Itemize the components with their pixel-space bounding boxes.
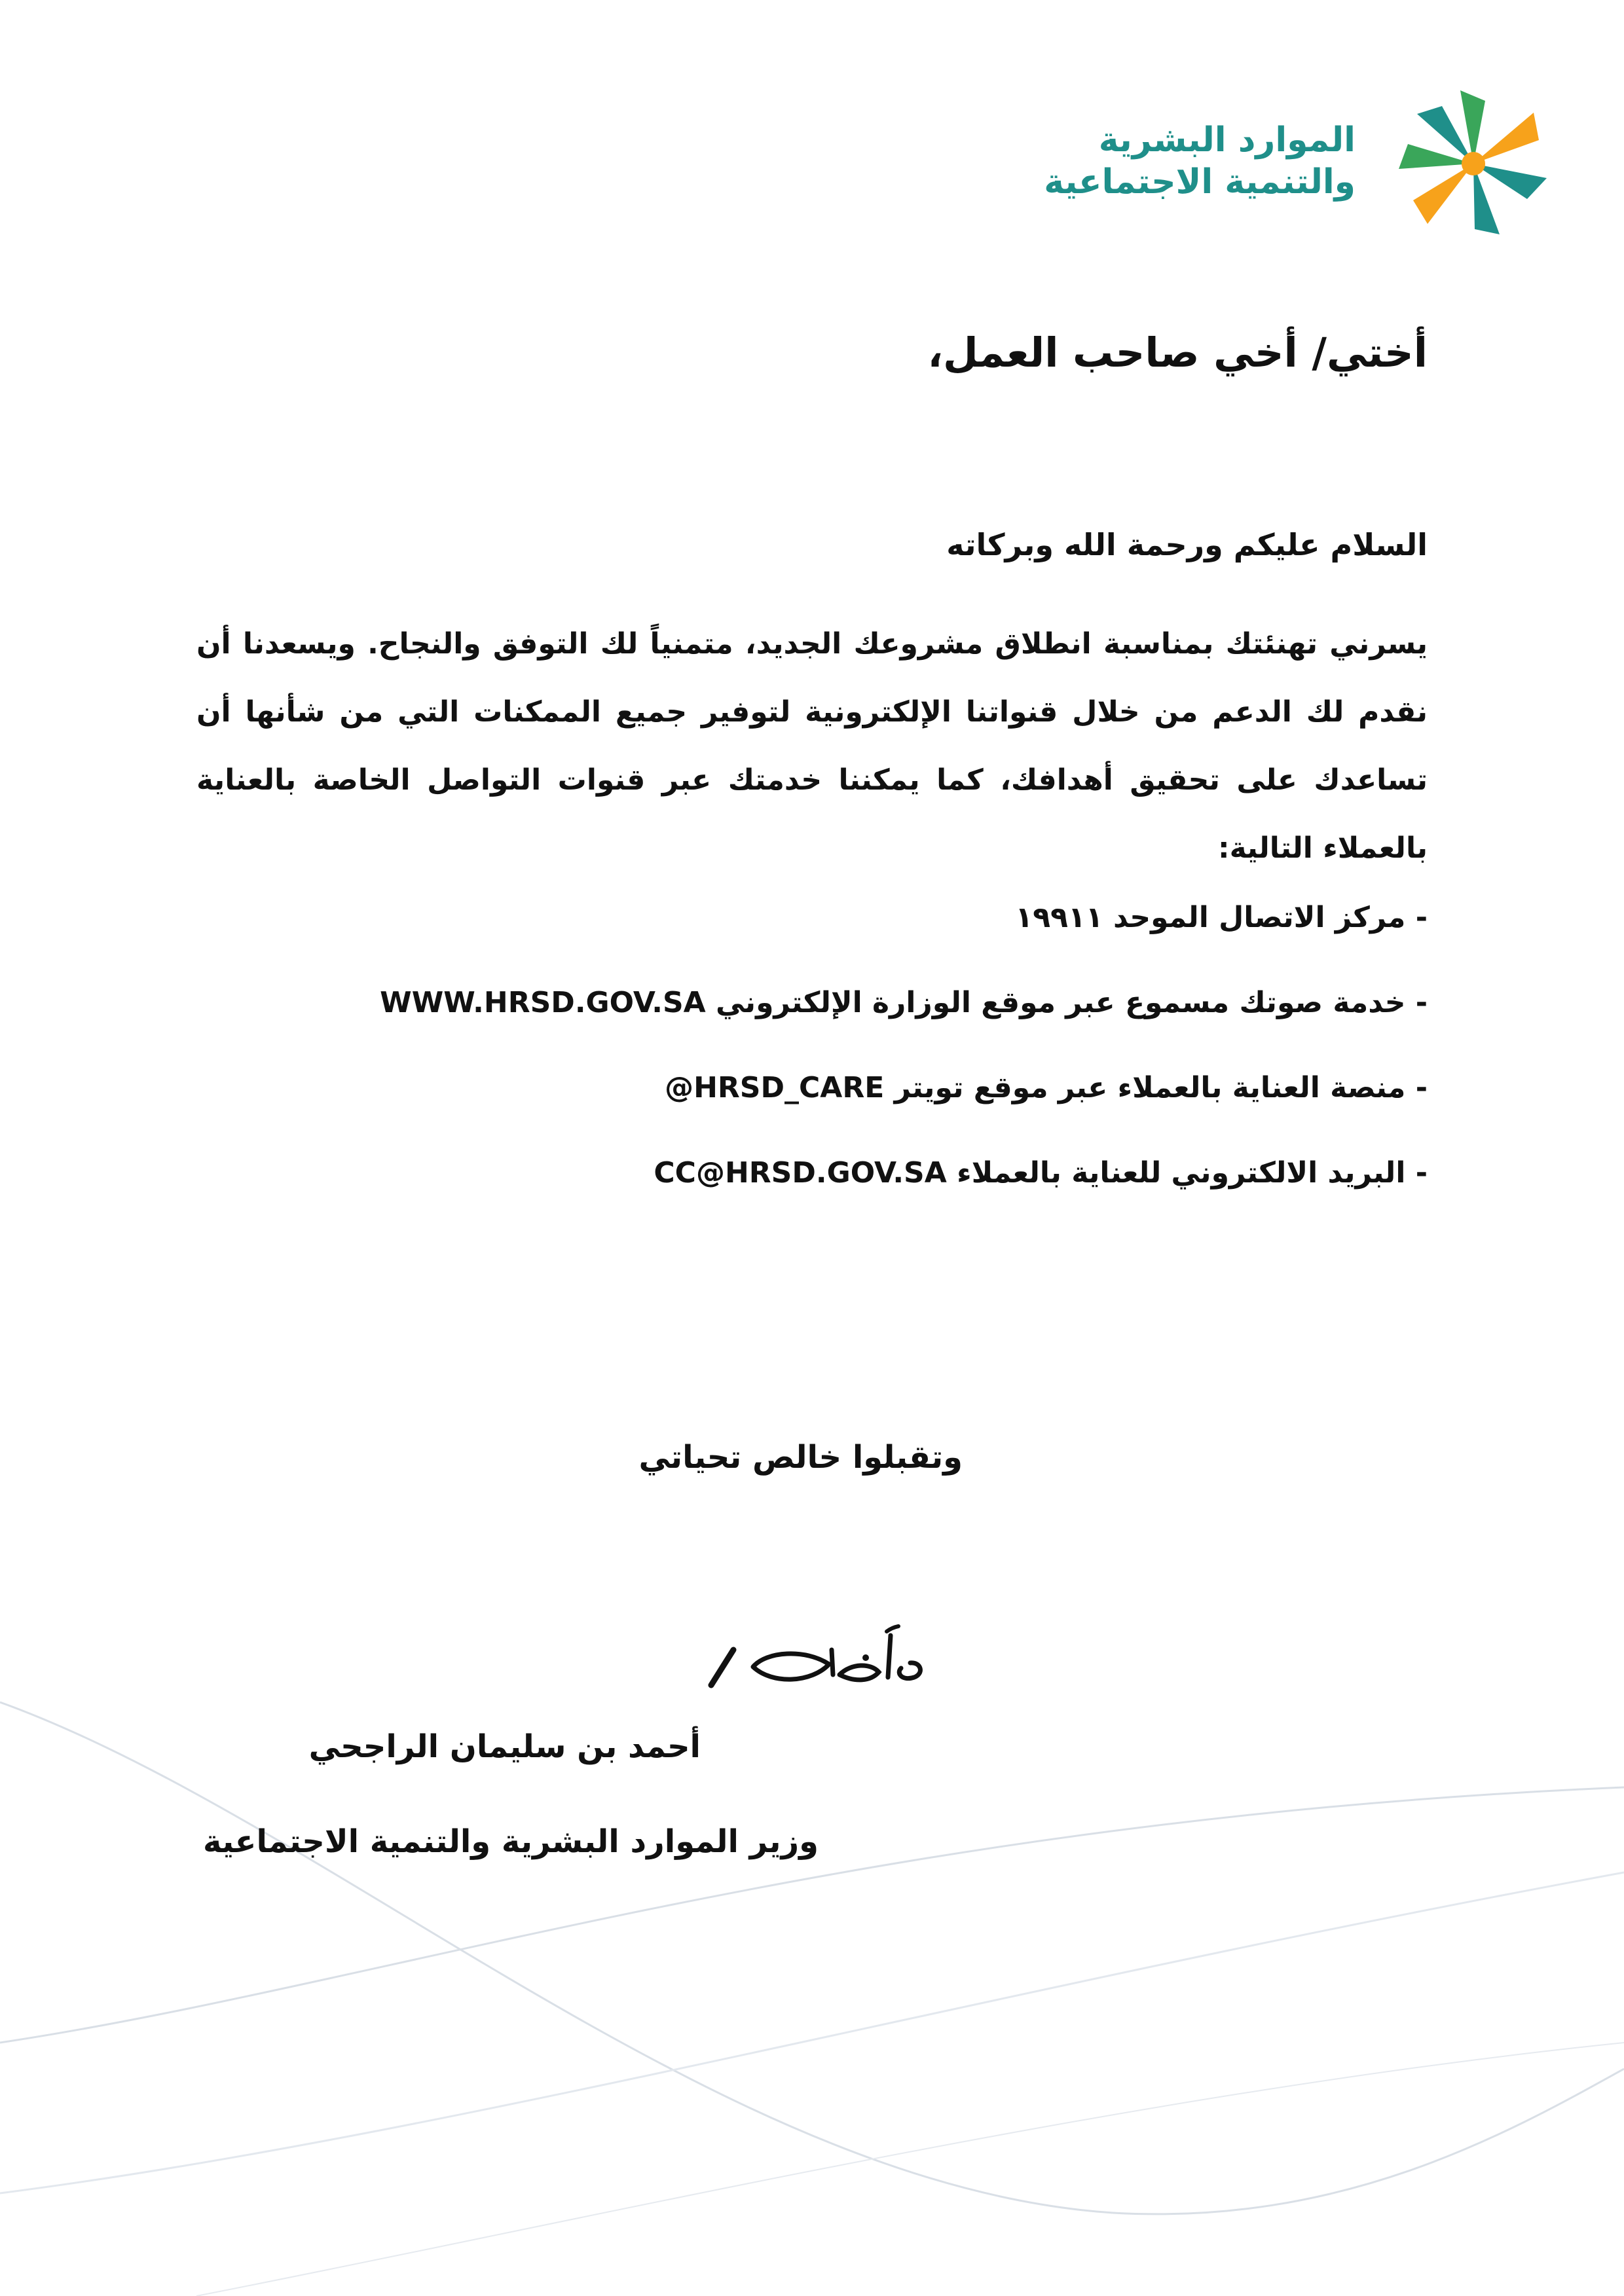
body-paragraph: يسرني تهنئتك بمناسبة انطلاق مشروعك الجديد، متمنياً لك التوفق والنجاح. ويسعدنا أن نقدم لك الدعم من خلال قنواتنا الإلكترونية لتوفير جميع الممكنات التي من شأنها أن تساعدك على تحقيق أهدافك، كما يمكننا خدمتك عبر قنوات التواصل الخاصة بالعناية بالعملاء التالية: <box>196 627 1428 865</box>
logo-line-1: الموارد البشرية <box>1098 120 1356 160</box>
signatory-name: أحمد بن سليمان الراجحي <box>308 1728 701 1765</box>
salutation-heading: أختي/ أخي صاحب العمل، <box>927 329 1428 376</box>
list-item: - مركز الاتصال الموحد ١٩٩١١ <box>1015 901 1428 934</box>
handwritten-signature <box>694 1617 943 1702</box>
list-item: - خدمة صوتك مسموع عبر موقع الوزارة الإلكتروني WWW.HRSD.GOV.SA <box>380 986 1428 1019</box>
ministry-logo <box>1044 85 1552 242</box>
logo-line-2: والتنمية الاجتماعية <box>1044 162 1356 202</box>
background-wave-decoration <box>0 1676 1624 2296</box>
star-emblem-icon <box>1395 85 1552 242</box>
closing-line: وتقبلوا خالص تحياتي <box>638 1439 963 1476</box>
greeting-line: السلام عليكم ورحمة الله وبركاته <box>946 527 1428 562</box>
signatory-title: وزير الموارد البشرية والتنمية الاجتماعية <box>202 1823 819 1860</box>
list-item: - البريد الالكتروني للعناية بالعملاء CC@HRSD.GOV.SA <box>654 1156 1428 1190</box>
contact-channels-list <box>183 898 1428 1239</box>
logo-wordmark <box>1044 119 1356 203</box>
list-item: - منصة العناية بالعملاء عبر موقع تويتر HRSD_CARE@ <box>665 1071 1428 1104</box>
